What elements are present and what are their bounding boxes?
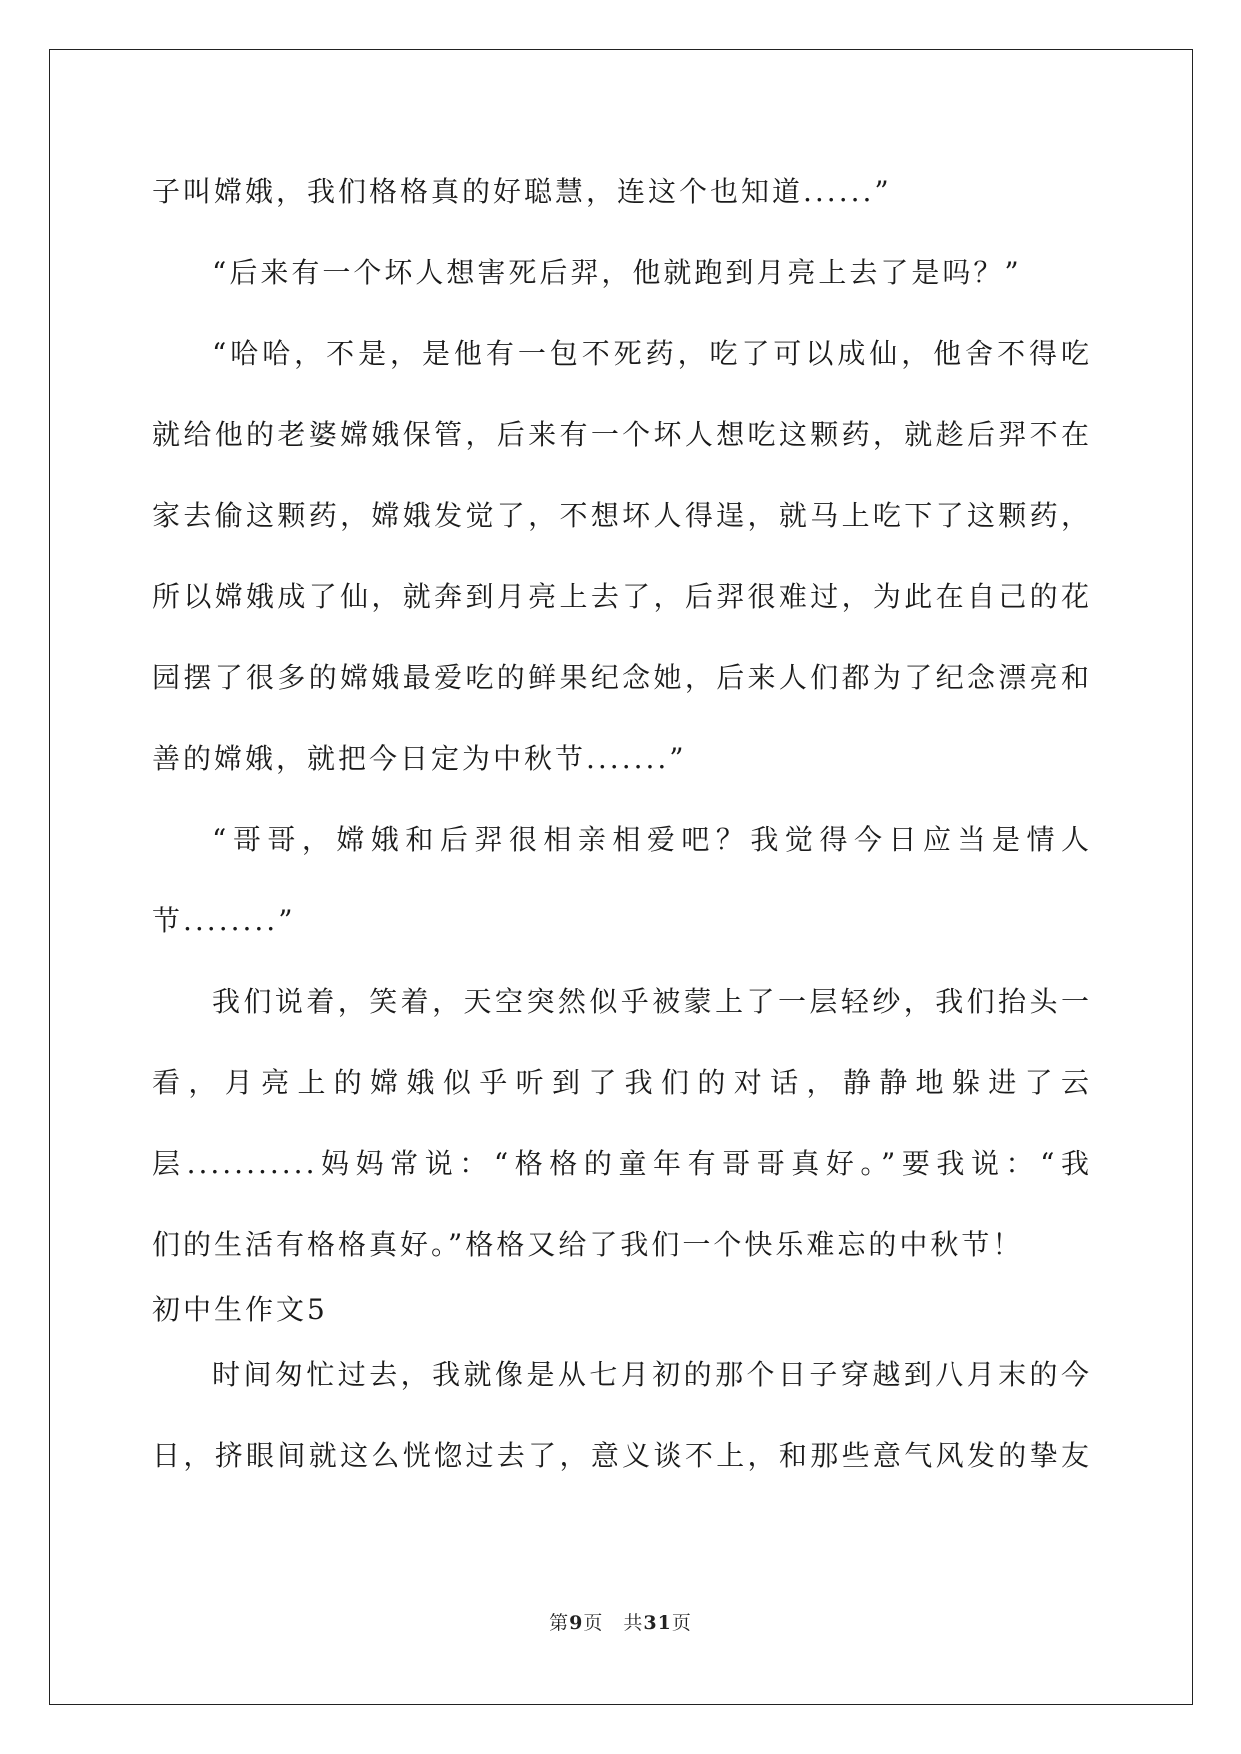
- text-line: 层...........妈妈常说：“格格的童年有哥哥真好。”要我说：“我: [152, 1147, 1092, 1180]
- text-line: 看，月亮上的嫦娥似乎听到了我们的对话，静静地躲进了云: [152, 1066, 1092, 1099]
- text-line: “哈哈，不是，是他有一包不死药，吃了可以成仙，他舍不得吃: [212, 337, 1092, 370]
- text-line: 时间匆忙过去，我就像是从七月初的那个日子穿越到八月末的今: [212, 1358, 1092, 1391]
- page-footer: [0, 1608, 1241, 1635]
- total-pages: 31: [643, 1612, 672, 1634]
- text-line: 家去偷这颗药，嫦娥发觉了，不想坏人得逞，就马上吃下了这颗药，: [152, 499, 1092, 532]
- section-heading: 初中生作文5: [152, 1293, 328, 1326]
- text-line: 就给他的老婆嫦娥保管，后来有一个坏人想吃这颗药，就趁后羿不在: [152, 418, 1092, 451]
- total-label-suffix: 页: [671, 1612, 692, 1634]
- text-line: 园摆了很多的嫦娥最爱吃的鲜果纪念她，后来人们都为了纪念漂亮和: [152, 661, 1092, 694]
- text-line: 们的生活有格格真好。”格格又给了我们一个快乐难忘的中秋节！: [152, 1228, 1024, 1261]
- text-line: 子叫嫦娥，我们格格真的好聪慧，连这个也知道......”: [152, 175, 892, 208]
- text-line: 节........”: [152, 904, 296, 937]
- page-label-prefix: 第: [549, 1612, 570, 1634]
- text-line: 日，挤眼间就这么恍惚过去了，意义谈不上，和那些意气风发的挚友: [152, 1439, 1092, 1472]
- text-line: 善的嫦娥，就把今日定为中秋节.......”: [152, 742, 687, 775]
- text-line: “后来有一个坏人想害死后羿，他就跑到月亮上去了是吗？”: [212, 256, 1022, 289]
- page-number: 9: [569, 1612, 584, 1634]
- document-body: [152, 164, 1092, 1509]
- text-line: 所以嫦娥成了仙，就奔到月亮上去了，后羿很难过，为此在自己的花: [152, 580, 1092, 613]
- text-line: 我们说着，笑着，天空突然似乎被蒙上了一层轻纱，我们抬头一: [212, 985, 1092, 1018]
- text-line: “哥哥，嫦娥和后羿很相亲相爱吧？我觉得今日应当是情人: [212, 823, 1092, 856]
- total-label-prefix: 共: [623, 1612, 644, 1634]
- page-label-suffix: 页: [583, 1612, 604, 1634]
